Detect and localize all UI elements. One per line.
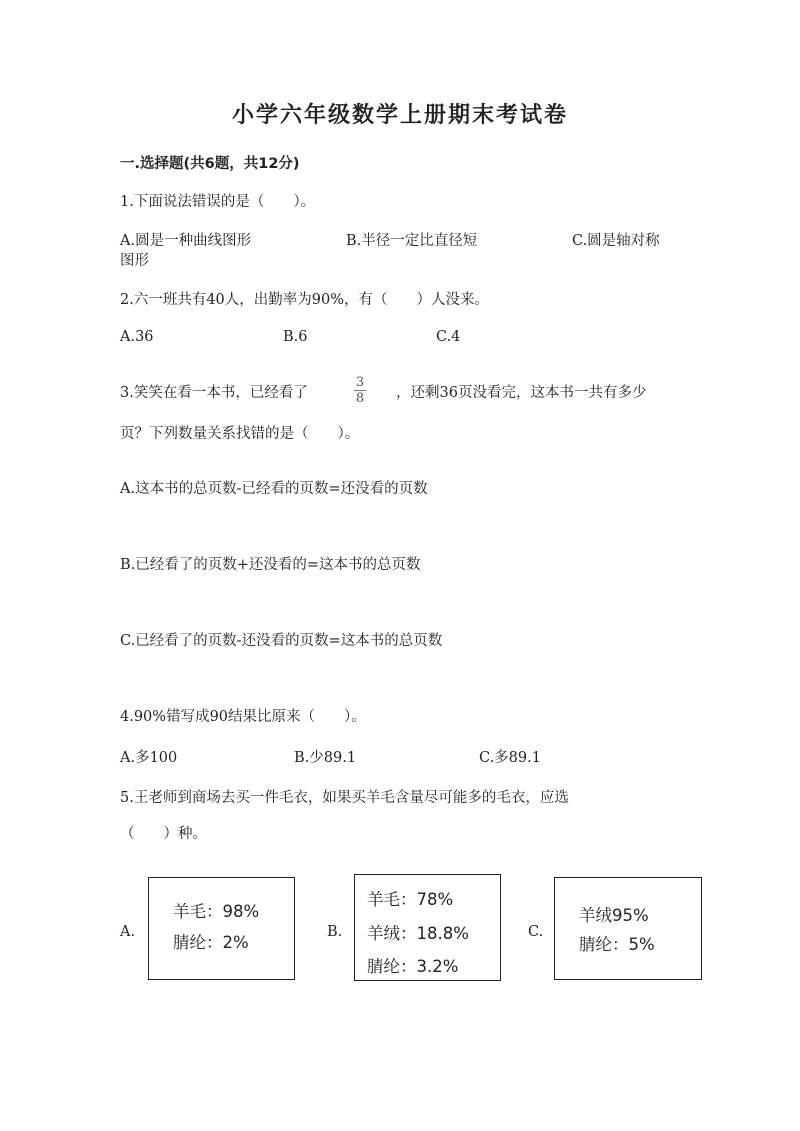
question-5-stem: 5.王老师到商场去买一件毛衣，如果买羊毛含量尽可能多的毛衣，应选 xyxy=(120,790,569,806)
question-3-stem-line2: 页？下列数量关系找错的是（ ）。 xyxy=(120,426,360,442)
page-title: 小学六年级数学上册期末考试卷 xyxy=(231,103,568,128)
question-2-option-b: B.6 xyxy=(283,329,308,345)
question-5-label-a: A. xyxy=(120,924,136,940)
question-2-option-c: C.4 xyxy=(436,329,461,345)
fraction-numerator: 3 xyxy=(355,375,365,390)
question-5-label-c: C. xyxy=(528,924,544,940)
question-4-option-a: A.多100 xyxy=(120,750,178,766)
question-3-option-b: B.已经看了的页数+还没看的=这本书的总页数 xyxy=(120,557,421,573)
question-2-stem: 2.六一班共有40人，出勤率为90%，有（ ）人没来。 xyxy=(120,292,490,308)
fabric-label-b-line2: 羊绒：18.8% xyxy=(367,924,469,943)
question-1-stem: 1.下面说法错误的是（ ）。 xyxy=(120,194,316,210)
fabric-label-c-line1: 羊绒95% xyxy=(579,906,649,925)
fabric-label-b-line3: 腈纶：3.2% xyxy=(367,957,459,976)
question-2-option-a: A.36 xyxy=(120,329,154,345)
question-3-option-c: C.已经看了的页数-还没看的页数=这本书的总页数 xyxy=(120,633,443,649)
question-1-option-c: C.圆是轴对称 xyxy=(572,233,660,249)
question-3-option-a: A.这本书的总页数-已经看的页数=还没看的页数 xyxy=(120,481,428,497)
section-heading: 一.选择题(共6题，共12分) xyxy=(120,156,300,172)
question-3-stem-continued: ，还剩36页没看完，这本书一共有多少 xyxy=(396,385,647,401)
fabric-label-a-line1: 羊毛：98% xyxy=(173,902,260,921)
question-4-stem: 4.90%错写成90结果比原来（ ）。 xyxy=(120,709,366,725)
question-4-option-b: B.少89.1 xyxy=(294,750,357,766)
question-5-label-b: B. xyxy=(327,924,343,940)
fraction-three-eighths xyxy=(352,375,368,406)
fabric-label-c-line2: 腈纶：5% xyxy=(579,935,655,954)
fabric-label-a-line2: 腈纶：2% xyxy=(173,933,249,952)
question-1-option-b: B.半径一定比直径短 xyxy=(346,233,478,249)
fabric-label-b-line1: 羊毛：78% xyxy=(367,890,454,909)
question-4-option-c: C.多89.1 xyxy=(479,750,541,766)
fabric-label-box-c xyxy=(554,877,702,980)
fraction-denominator: 8 xyxy=(355,391,365,406)
fabric-label-box-b xyxy=(354,874,501,981)
question-1-option-c-wrap: 图形 xyxy=(120,253,149,269)
question-1-option-a: A.圆是一种曲线图形 xyxy=(120,233,252,249)
fabric-label-box-a xyxy=(148,877,295,980)
question-3-stem: 3.笑笑在看一本书，已经看了 xyxy=(120,385,308,401)
question-5-stem-line2: （ ）种。 xyxy=(120,826,207,842)
